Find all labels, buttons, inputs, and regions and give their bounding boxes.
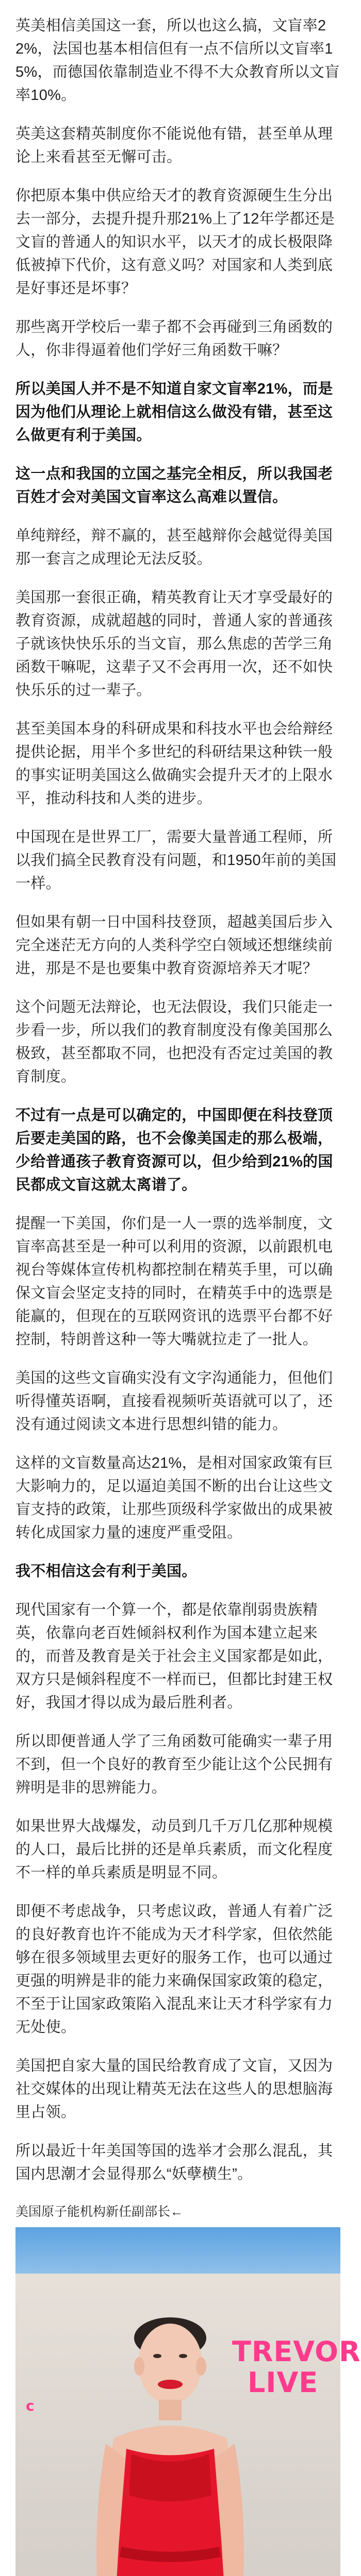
article-paragraph: 那些离开学校后一辈子都不会再碰到三角函数的人，你非得逼着他们学好三角函数干嘛？	[15, 319, 333, 359]
article-paragraph: 这样的文盲数量高达21%，是相对国家政策有巨大影响力的，足以逼迫美国不断的出台让这些文盲支持的政策，让那些顶级科学家做出的成果被转化成国家力量的速度严重受阻。	[15, 1455, 333, 1541]
article-paragraph: 你把原本集中供应给天才的教育资源硬生生分出去一部分，去提升提升那21%上了12年学都还是文盲的普通人的知识水平，以天才的成长极限降低被掉下代价，这有意义吗？对国家和人类到底是好事还是坏事？	[15, 188, 335, 297]
image-caption: 美国原子能机构新任副部长←	[15, 2205, 184, 2219]
article-paragraph: 英美相信美国这一套，所以也这么搞，文盲率22%，法国也基本相信但有一点不信所以文盲率15%，而德国依靠制造业不得不大众教育所以文盲率10%。	[15, 18, 340, 104]
article-paragraph: 现代国家有一个算一个，都是依靠削弱贵族精英，依靠向老百姓倾斜权利作为国本建立起来的，而普及教育是关于社会主义国家都是如此，双方只是倾斜程度不一样而已，但都比封建王权好，我国才得以成为最后胜利者。	[15, 1602, 333, 1711]
article-paragraph: 即便不考虑战争，只考虑议政，普通人有着广泛的良好教育也许不能成为天才科学家，但依然能够在很多领域里去更好的服务工作，也可以通过更强的明辨是非的能力来确保国家政策的稳定，不至于让国家政策陷入混乱来让天才科学家有力无处使。	[15, 1903, 333, 2036]
article-paragraph: 我不相信这会有利于美国。	[15, 1563, 197, 1580]
article-paragraph: 如果世界大战爆发，动员到几千万几亿那种规模的人口，最后比拼的还是单兵素质，而文化程度不一样的单兵素质是明显不同。	[15, 1818, 333, 1881]
backdrop-logo: TREVOR	[232, 2335, 361, 2368]
article-body	[15, 14, 340, 2186]
person-figure	[15, 2227, 340, 2576]
article-paragraph: 这一点和我国的立国之基完全相反，所以我国老百姓才会对美国文盲率这么高难以置信。	[15, 466, 333, 505]
backdrop-logo: LIVE	[248, 2366, 319, 2399]
article-paragraph: 不过有一点是可以确定的，中国即便在科技登顶后要走美国的路，也不会像美国走的那么极端，少给普通孩子教育资源可以，但少给到21%的国民都成文盲这就太离谱了。	[15, 1107, 333, 1193]
article-paragraph: 但如果有朝一日中国科技登顶，超越美国后步入完全迷茫无方向的人类科学空白领域还想继续前进，那是不是也要集中教育资源培养天才呢？	[15, 914, 333, 977]
article-paragraph: 这个问题无法辩论，也无法假设，我们只能走一步看一步，所以我们的教育制度没有像美国那么极致，甚至都取不同，也把没有否定过美国的教育制度。	[15, 999, 333, 1085]
backdrop-logo: c	[26, 2397, 35, 2414]
article-photo[interactable]	[15, 2227, 361, 2576]
article-paragraph: 美国那一套很正确，精英教育让天才享受最好的教育资源，成就超越的同时，普通人家的普通孩子就该快快乐乐的当文盲，那么焦虑的苦学三角函数干嘛呢，这辈子又不会再用一次，还不如快快乐乐的过一辈子。	[15, 589, 333, 699]
article-paragraph: 甚至美国本身的科研成果和科技水平也会给辩经提供论据，用半个多世纪的科研结果这种铁一般的事实证明美国这么做确实会提升天才的上限水平，推动科技和人类的进步。	[15, 721, 333, 807]
article-paragraph: 所以美国人并不是不知道自家文盲率21%，而是因为他们从理论上就相信这么做没有错，甚至这么做更有利于美国。	[15, 381, 333, 444]
article-paragraph: 提醒一下美国，你们是一人一票的选举制度，文盲率高甚至是一种可以利用的资源，以前跟机电视台等媒体宣传机构都控制在精英手里，可以确保文盲会坚定支持的同时，在精英手中的选票是能赢的，但现在的互联网资讯的选票平台都不好控制，特朗普这种一等大嘴就拉走了一批人。	[15, 1215, 333, 1348]
article-paragraph: 中国现在是世界工厂，需要大量普通工程师，所以我们搞全民教育没有问题，和1950年前的美国一样。	[15, 829, 337, 892]
article-paragraph: 美国的这些文盲确实没有文字沟通能力，但他们听得懂英语啊，直接看视频听英语就可以了，还没有通过阅读文本进行思想纠错的能力。	[15, 1370, 333, 1433]
article-paragraph: 英美这套精英制度你不能说他有错，甚至单从理论上来看甚至无懈可击。	[15, 126, 333, 165]
article-paragraph: 美国把自家大量的国民给教育成了文盲，又因为社交媒体的出现让精英无法在这些人的思想脑海里占领。	[15, 2058, 333, 2121]
article-paragraph: 所以即便普通人学了三角函数可能确实一辈子用不到，但一个良好的教育至少能让这个公民拥有辨明是非的思辨能力。	[15, 1733, 333, 1796]
article-paragraph: 所以最近十年美国等国的选举才会那么混乱，其国内思潮才会显得那么“妖孽横生”。	[15, 2143, 333, 2182]
article-paragraph: 单纯辩经，辩不赢的，甚至越辩你会越觉得美国那一套言之成理论无法反驳。	[15, 528, 333, 567]
